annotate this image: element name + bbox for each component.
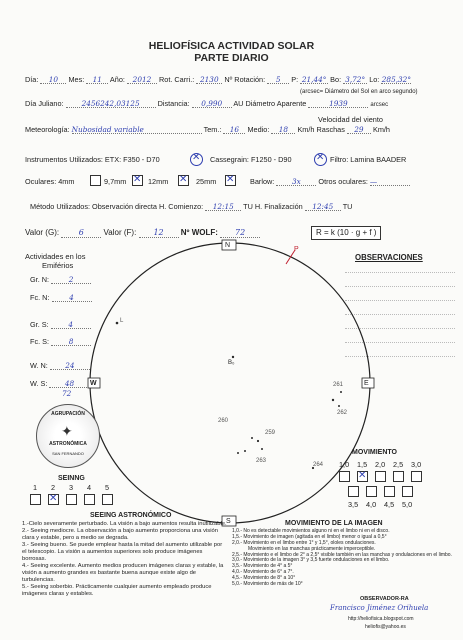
movement-title: MOVIMIENTO bbox=[352, 449, 397, 456]
seeing-number-2: 2 bbox=[51, 483, 56, 492]
seeing-checkbox-2-mark: ✕ bbox=[49, 493, 58, 504]
seeing-checkbox-5[interactable] bbox=[102, 494, 113, 505]
carrington-value[interactable]: 2130 bbox=[196, 76, 222, 84]
movement-item-1: 1,0.- No es detectable movimientos alguno ni en el limbo ni en el disco. bbox=[232, 528, 390, 534]
temp-label: Tem.: bbox=[203, 125, 222, 134]
cassegrain-check-mark: ✕ bbox=[316, 152, 325, 163]
wind-speed-label: Velocidad del viento bbox=[318, 115, 383, 124]
movement-top-3: 2,0 bbox=[375, 460, 386, 469]
movement-item-3b: Movimiento en las manchas prácticamente imperceptible. bbox=[248, 545, 376, 552]
sunspot-dot bbox=[338, 405, 340, 407]
b0-value[interactable]: 3,72° bbox=[343, 76, 367, 84]
spot-label-263: 263 bbox=[256, 458, 267, 464]
seeing-legend-heading: SEEING ASTRONÓMICO bbox=[90, 512, 172, 519]
eyepiece-9mm-mark: ✕ bbox=[133, 174, 142, 185]
sunspot-dot bbox=[116, 322, 119, 325]
barlow-value[interactable]: 3x bbox=[276, 178, 316, 186]
distance-label: Distancia: bbox=[157, 99, 190, 108]
logo-middle-text: ASTRONÓMICA bbox=[49, 441, 87, 447]
movement-checkbox-5-0[interactable] bbox=[402, 486, 413, 497]
gr-n-label: Gr. N: bbox=[30, 275, 50, 284]
sunspot-dot bbox=[332, 399, 334, 401]
movement-bottom-4: 5,0 bbox=[402, 500, 413, 509]
wolf-formula: R = k (10 · g + f ) bbox=[311, 226, 381, 240]
wolf-label: Nº WOLF: bbox=[180, 228, 218, 237]
kmh-label-2: Km/h bbox=[372, 125, 390, 134]
p-label: P: bbox=[291, 75, 299, 84]
east-label: E bbox=[364, 380, 369, 387]
movement-checkbox-4-5[interactable] bbox=[384, 486, 395, 497]
logo-top-text: AGRUPACIÓN bbox=[51, 411, 85, 417]
west-label: W bbox=[90, 380, 97, 387]
gusts-value[interactable]: 29 bbox=[347, 126, 371, 134]
seeing-number-4: 4 bbox=[87, 483, 92, 492]
movement-bottom-1: 3,5 bbox=[348, 500, 359, 509]
instruments-label: Instrumentos Utilizados: ETX: F350 - D70 bbox=[25, 155, 160, 164]
year-label: Año: bbox=[109, 75, 125, 84]
end-tu: TU bbox=[342, 202, 353, 211]
w-s-label: W. S: bbox=[30, 379, 48, 388]
eyepiece-25mm-mark: ✕ bbox=[226, 174, 235, 185]
meteo-label: Meteorología: bbox=[25, 125, 70, 134]
seeing-item-2: 2.- Seeing mediocre. La observación a bajo aumento proporciona una visión clara y estable, pero a medio se degrada. bbox=[22, 527, 218, 541]
gusts-label: Raschas bbox=[316, 125, 345, 134]
movement-checkbox-1-5-mark: ✕ bbox=[358, 470, 367, 481]
day-label: Día: bbox=[25, 75, 39, 84]
solar-disk bbox=[90, 243, 370, 523]
method-label: Método Utilizados: Observación directa bbox=[30, 202, 157, 211]
seeing-number-3: 3 bbox=[69, 483, 74, 492]
seeing-item-5: 5.- Seeing soberbio. Prácticamente cualquier aumento empleado produce imágenes claras y estables. bbox=[22, 583, 212, 597]
seeing-checkbox-4[interactable] bbox=[84, 494, 95, 505]
seeing-item-1: 1.-Cielo severamente perturbado. La visión a bajo aumentos resulta inutilizable. bbox=[22, 521, 227, 527]
spot-label-l: L bbox=[120, 318, 124, 324]
p-mark-label: P bbox=[294, 246, 299, 253]
sunspot-dot bbox=[244, 450, 246, 452]
spot-label-260: 260 bbox=[218, 418, 229, 424]
b0-label: Bo: bbox=[330, 75, 342, 84]
movement-legend-heading: MOVIMIENTO DE LA IMAGEN bbox=[285, 520, 383, 527]
astronomy-club-logo bbox=[36, 404, 100, 468]
p-value[interactable]: 21,44° bbox=[301, 75, 327, 84]
l0-label: Lo: bbox=[369, 75, 380, 84]
etx-check-mark: ✕ bbox=[192, 152, 201, 163]
eyepiece-12mm-mark: ✕ bbox=[179, 174, 188, 185]
movement-checkbox-4-0[interactable] bbox=[366, 486, 377, 497]
rotation-value[interactable]: 5 bbox=[267, 76, 289, 84]
diameter-label: Diámetro Aparente bbox=[245, 99, 307, 108]
sunspot-dot bbox=[340, 391, 342, 393]
gr-s-label: Gr. S: bbox=[30, 320, 49, 329]
movement-checkbox-3-5[interactable] bbox=[348, 486, 359, 497]
arcsec-label: arcsec bbox=[370, 102, 389, 108]
eyepiece-9mm-label: 9,7mm bbox=[104, 177, 127, 186]
observer-web[interactable]: http://heliofisica.blogspot.com bbox=[348, 616, 414, 622]
end-value[interactable]: 12:45 bbox=[305, 203, 341, 211]
year-value[interactable]: 2012 bbox=[127, 76, 157, 84]
observations-title: OBSERVACIONES bbox=[355, 253, 423, 262]
fc-n-label: Fc. N: bbox=[30, 293, 50, 302]
eyepiece-25mm-label: 25mm bbox=[196, 177, 217, 186]
meteo-value[interactable]: Nubosidad variable bbox=[72, 126, 202, 134]
eyepiece-12mm-label: 12mm bbox=[148, 177, 169, 186]
b0-mark-label: B₀ bbox=[228, 360, 235, 366]
start-tu: TU bbox=[243, 202, 253, 211]
other-eyepieces-label: Otros oculares: bbox=[318, 177, 368, 186]
movement-checkbox-2-0[interactable] bbox=[375, 471, 386, 482]
movement-item-3: 2,0.- Movimiento en el limbo entre 1° y 1,5°, ololes ondulaciones. bbox=[232, 539, 376, 546]
south-label: S bbox=[226, 518, 231, 525]
distance-value[interactable]: 0,990 bbox=[192, 100, 232, 108]
movement-checkbox-1-0[interactable] bbox=[339, 471, 350, 482]
sunspot-dot bbox=[232, 356, 234, 358]
spot-label-264: 264 bbox=[313, 462, 324, 468]
spot-label-262: 262 bbox=[337, 410, 348, 416]
sunspot-dot bbox=[237, 452, 239, 454]
w-n-label: W. N: bbox=[30, 361, 48, 370]
seeing-item-3: 3.- Seeing bueno. Se puede emplear hasta la mitad del aumento utilizable por el telescopio. La visión a aumentos superiores solo produce imágenes borrosas. bbox=[22, 541, 223, 562]
month-value[interactable]: 11 bbox=[86, 76, 108, 84]
observer-signature: Francisco Jiménez Orihuela bbox=[330, 604, 429, 612]
north-label: N bbox=[225, 242, 231, 249]
g-label: Valor (G): bbox=[25, 228, 60, 237]
fc-s-value[interactable]: 8 bbox=[51, 338, 91, 346]
g-value[interactable]: 6 bbox=[61, 229, 101, 238]
movement-item-4: 2,5.- Movimiento e el limbo de 2° a 2,5° visible también en las manchas y ondulaciones en el limbo. bbox=[232, 551, 452, 558]
hemispheres-heading-2: Emiférios bbox=[42, 261, 74, 270]
movement-item-9: 5,0.- Movimiento de más de 10° bbox=[232, 581, 303, 588]
hemispheres-heading-1: Actividades en los bbox=[25, 252, 86, 261]
barlow-label: Barlow: bbox=[250, 177, 275, 186]
movement-checkbox-3-0[interactable] bbox=[411, 471, 422, 482]
movement-top-4: 2,5 bbox=[393, 460, 404, 469]
movement-item-2: 1,5.- Movimiento de imagen (agitada en el limbo) menor o igual a 0,5° bbox=[232, 533, 387, 540]
arcsec-note: (arcsec= Diámetro del Sol en arco segundo) bbox=[300, 89, 418, 95]
l0-value[interactable]: 285,32° bbox=[381, 75, 411, 84]
seeing-legend bbox=[22, 521, 227, 597]
day-value[interactable]: 10 bbox=[40, 76, 66, 84]
f-label: Valor (F): bbox=[103, 228, 137, 237]
form-title: HELIOFÍSICA ACTIVIDAD SOLAR bbox=[148, 40, 315, 52]
seeing-title: SEINNG bbox=[58, 475, 85, 482]
gr-n-value[interactable]: 2 bbox=[51, 276, 91, 284]
filter-label: Filtro: Lamina BAADER bbox=[330, 155, 407, 164]
movement-checkbox-2-5[interactable] bbox=[393, 471, 404, 482]
form-subtitle: PARTE DIARIO bbox=[194, 52, 269, 64]
movement-top-1: 1,0 bbox=[339, 460, 350, 469]
seeing-checkbox-3[interactable] bbox=[66, 494, 77, 505]
movement-bottom-2: 4,0 bbox=[366, 500, 377, 509]
seeing-checkbox-1[interactable] bbox=[30, 494, 41, 505]
au-label: AU bbox=[233, 99, 244, 108]
movement-top-5: 3,0 bbox=[411, 460, 422, 469]
eyepiece-label: Oculares: 4mm bbox=[25, 177, 75, 186]
w-n-value[interactable]: 24 bbox=[50, 362, 90, 370]
fc-s-label: Fc. S: bbox=[30, 337, 50, 346]
start-label: H. Comienzo: bbox=[158, 202, 204, 211]
wind-avg-label: Medio: bbox=[247, 125, 270, 134]
carrington-label: Rot. Carri.: bbox=[159, 75, 195, 84]
sunspot-dot bbox=[251, 437, 253, 439]
month-label: Mes: bbox=[68, 75, 85, 84]
sunspot-dot bbox=[261, 448, 263, 450]
diameter-value[interactable]: 1939 bbox=[308, 100, 368, 108]
movement-item-5: 3,0.- Movimiento de la imagen 3° y 3,5 fuerte ondulaciones en el limbo. bbox=[232, 557, 390, 564]
f-value[interactable]: 12 bbox=[139, 229, 179, 238]
sunspot-dot bbox=[257, 440, 259, 442]
spot-label-261: 261 bbox=[333, 382, 344, 388]
other-eyepieces-value[interactable]: — bbox=[370, 178, 410, 186]
cassegrain-label: Cassegrain: F1250 - D90 bbox=[210, 155, 292, 164]
gr-s-value[interactable]: 4 bbox=[51, 321, 91, 329]
seeing-number-1: 1 bbox=[33, 483, 38, 492]
observer-label: OBSERVADOR-RA bbox=[360, 596, 409, 602]
end-label: H. Finalización bbox=[254, 202, 303, 211]
wind-avg-value[interactable]: 18 bbox=[271, 126, 295, 134]
w-total-value: 72 bbox=[62, 389, 72, 398]
wolf-value[interactable]: 72 bbox=[220, 229, 260, 238]
movement-item-8: 4,5.- Movimiento de 8° a 10° bbox=[232, 575, 296, 582]
logo-bottom-text: SAN FERNANDO bbox=[52, 451, 84, 456]
temp-value[interactable]: 16 bbox=[223, 126, 245, 134]
kmh-label-1: Km/h bbox=[297, 125, 315, 134]
fc-n-value[interactable]: 4 bbox=[52, 294, 92, 302]
movement-item-7: 4,0.- Movimiento de 6° a 7°. bbox=[232, 569, 294, 576]
start-value[interactable]: 12:15 bbox=[205, 203, 241, 211]
w-s-value[interactable]: 48 bbox=[49, 380, 89, 388]
julian-value[interactable]: 2456242,03125 bbox=[66, 100, 156, 108]
spot-label-259: 259 bbox=[265, 430, 276, 436]
movement-bottom-3: 4,5 bbox=[384, 500, 395, 509]
star-icon: ✦ bbox=[61, 423, 73, 439]
movement-item-6: 3,5.- Movimiento de 4° a 5° bbox=[232, 563, 293, 570]
observer-email[interactable]: heliofis@yahoo.es bbox=[365, 624, 406, 630]
movement-top-2: 1,5 bbox=[357, 460, 368, 469]
movement-legend bbox=[232, 529, 457, 588]
seeing-item-4: 4.- Seeing excelente. Aumento medios producen imágenes claras y estable, la visión a aumento grandes es bastante buena aunque existe algo de turbulencias. bbox=[22, 562, 224, 583]
rotation-label: Nº Rotación: bbox=[224, 75, 266, 84]
julian-label: Día Juliano: bbox=[25, 99, 64, 108]
seeing-number-5: 5 bbox=[105, 483, 110, 492]
